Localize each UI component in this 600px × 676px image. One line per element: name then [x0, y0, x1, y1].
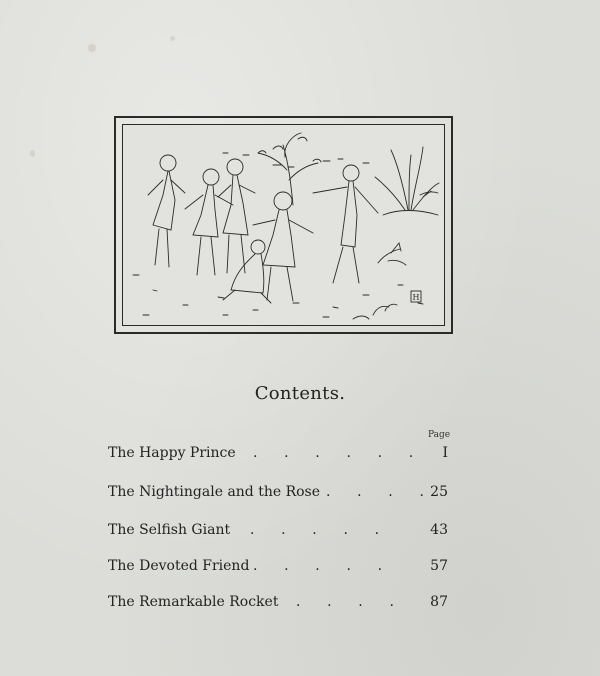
toc-entry[interactable] [108, 594, 448, 614]
toc-entry-page: 87 [430, 594, 448, 610]
toc-entry-title: The Selfish Giant [108, 522, 231, 538]
toc-entry-title: The Remarkable Rocket [108, 594, 279, 610]
foxing-spot [88, 44, 96, 52]
illustration-frame [122, 124, 445, 326]
contents-heading: Contents. [254, 383, 346, 404]
toc-entry-title: The Nightingale and the Rose [108, 484, 321, 500]
page-column-label: Page [428, 430, 451, 440]
toc-entry-page: 25 [430, 484, 448, 500]
engraving-children-playing [123, 125, 444, 325]
toc-entry-page: I [442, 445, 448, 461]
monogram-mark: H [412, 293, 420, 302]
toc-entry[interactable] [108, 445, 448, 465]
toc-leader-dots: . . . . . . [253, 445, 414, 461]
toc-entry[interactable] [108, 558, 448, 578]
toc-entry-page: 43 [430, 522, 448, 538]
toc-leader-dots: . . . . [296, 594, 394, 610]
toc-entry-page: 57 [430, 558, 448, 574]
toc-leader-dots: . . . . [326, 484, 424, 500]
toc-entry[interactable] [108, 522, 448, 542]
foxing-spot [30, 150, 35, 157]
toc-entry-title: The Happy Prince [108, 445, 236, 461]
frontispiece-illustration [114, 116, 453, 334]
foxing-spot [170, 36, 175, 41]
toc-entry[interactable] [108, 484, 448, 504]
toc-entry-title: The Devoted Friend [108, 558, 250, 574]
toc-leader-dots: . . . . . [250, 522, 380, 538]
toc-leader-dots: . . . . . [253, 558, 383, 574]
